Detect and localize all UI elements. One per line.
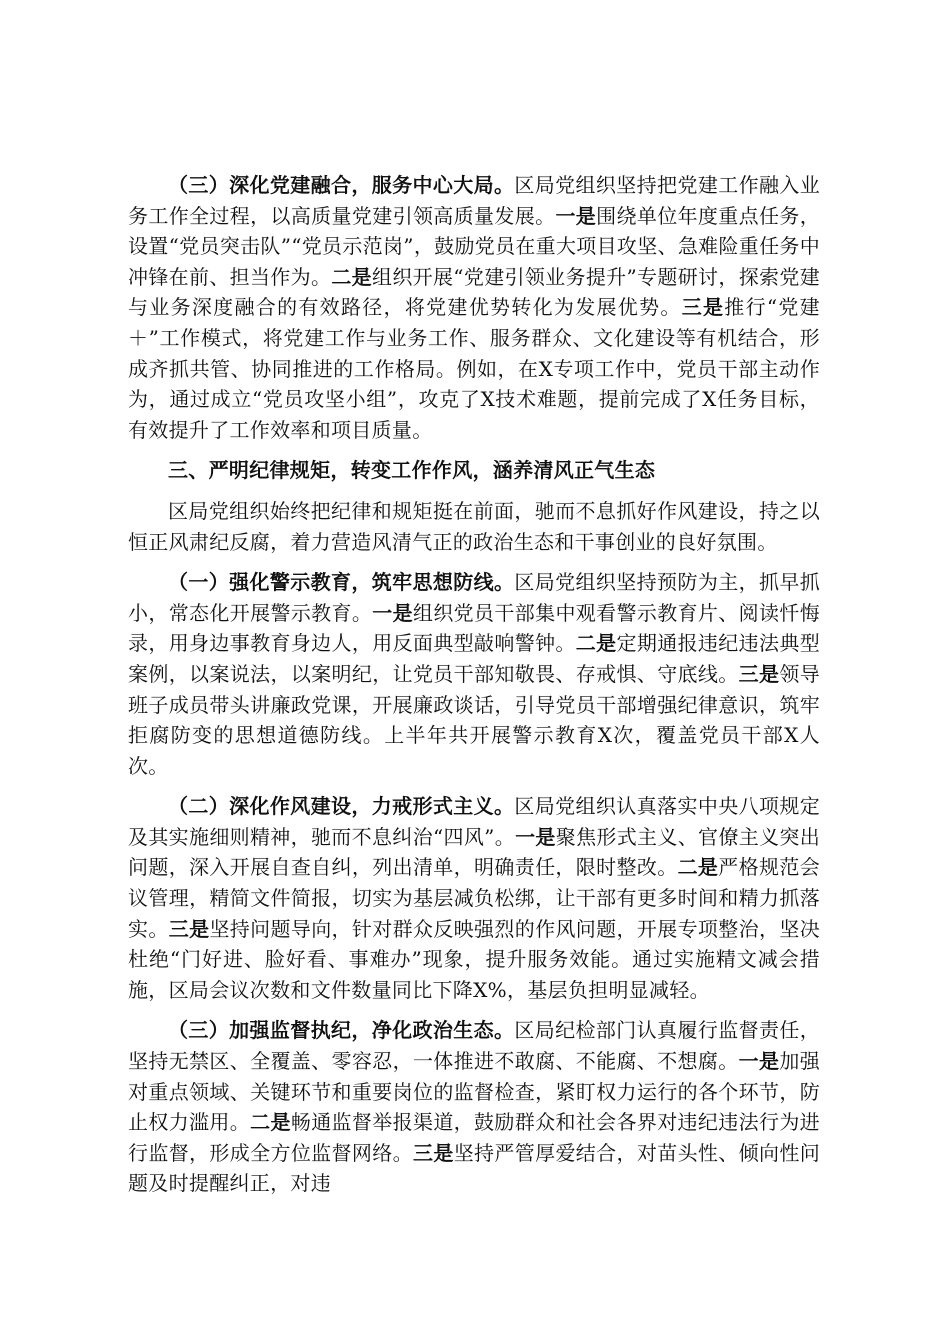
paragraph-text: 领导班子成员带头讲廉政党课，开展廉政谈话，引导党员干部增强纪律意识，筑牢拒腐防变的思想道德防线。上半年共开展警示教育X次，覆盖党员干部X人次。 [128,661,820,778]
point-marker: 二是 [331,264,372,289]
paragraph-text: 区局纪检部门认真履行监督责任，坚持无禁区、全覆盖、零容忍，一体推进不敢腐、不能腐、不想腐。 [128,1018,821,1074]
paragraph-text: 推行“党建＋”工作模式，将党建工作与业务工作、服务群众、文化建设等有机结合，形成齐抓共管、协同推进的工作格局。例如，在X专项工作中，党员干部主动作为，通过成立“党员攻坚小组”，攻克了X技术难题，提前完成了X任务目标，有效提升了工作效率和项目质量。 [128,295,820,442]
paragraph-text: 坚持问题导向，针对群众反映强烈的作风问题，开展专项整治，坚决杜绝“门好进、脸好看、事难办”现象，提升服务效能。通过实施精文减会措施，区局会议次数和文件数量同比下降X%，基层负担明显减轻。 [128,916,821,1002]
point-marker: 三是 [168,916,210,941]
paragraph-text: 严格规范会议管理，精简文件简报，切实为基层减负松绑，让干部有更多时间和精力抓落实。 [128,855,820,941]
paragraph-supervision [128,1015,820,1199]
paragraph-text: 区局党组织认真落实中央八项规定及其实施细则精神，驰而不息纠治“四风”。 [128,794,821,849]
point-marker: 三是 [412,1140,454,1165]
paragraph-party-building-integration [128,170,820,445]
paragraph-text: 组织开展“党建引领业务提升”专题研讨，探索党建与业务深度融合的有效路径，将党建优势转化为发展优势。 [128,264,821,320]
point-marker: 二是 [250,1110,291,1135]
document-page [128,170,820,1209]
point-marker: 一是 [515,824,556,849]
paragraph-text: 坚持严管厚爱结合，对苗头性、倾向性问题及时提醒纠正，对违 [128,1140,821,1196]
point-marker: 一是 [555,203,597,228]
point-marker: 三是 [738,661,780,686]
paragraph-text: 加强对重点领域、关键环节和重要岗位的监督检查，紧盯权力运行的各个环节，防止权力滥用。 [128,1049,820,1135]
paragraph-text: 定期通报违纪违法典型案例，以案说法，以案明纪，让党员干部知敬畏、存戒惧、守底线。 [128,631,821,686]
paragraph-text: 畅通监督举报渠道，鼓励群众和社会各界对违纪违法行为进行监督，形成全方位监督网络。 [128,1110,820,1165]
point-marker: 二是 [677,855,719,880]
paragraph-lead-heading: （三）加强监督执纪，净化政治生态。 [168,1018,515,1043]
section-heading [128,455,820,486]
paragraph-lead-heading: （一）强化警示教育，筑牢思想防线。 [168,570,515,595]
paragraph-section-intro [128,496,820,557]
paragraph-work-style [128,791,820,1005]
paragraph-text: 围绕单位年度重点任务，设置“党员突击队”“党员示范岗”，鼓励党员在重大项目攻坚、急难险重任务中冲锋在前、担当作为。 [128,203,820,289]
point-marker: 一是 [738,1049,780,1074]
paragraph-text: 聚焦形式主义、官僚主义突出问题，深入开展自查自纠，列出清单，明确责任，限时整改。 [128,824,820,880]
point-marker: 三是 [681,295,725,320]
paragraph-text: 区局党组织坚持预防为主，抓早抓小，常态化开展警示教育。 [128,570,821,625]
paragraph-text: 区局党组织始终把纪律和规矩挺在前面，驰而不息抓好作风建设，持之以恒正风肃纪反腐，着力营造风清气正的政治生态和干事创业的良好氛围。 [128,498,820,554]
paragraph-warning-education [128,567,820,781]
paragraph-lead-heading: （三）深化党建融合，服务中心大局。 [168,173,515,197]
point-marker: 一是 [372,600,413,625]
paragraph-lead-heading: （二）深化作风建设，力戒形式主义。 [168,794,515,819]
point-marker: 二是 [575,631,617,656]
paragraph-text: 区局党组织坚持把党建工作融入业务工作全过程，以高质量党建引领高质量发展。 [128,173,821,228]
paragraph-text: 组织党员干部集中观看警示教育片、阅读忏悔录，用身边事教育身边人，用反面典型敲响警钟。 [128,600,820,656]
section-heading-text: 三、严明纪律规矩，转变工作作风，涵养清风正气生态 [168,458,656,483]
